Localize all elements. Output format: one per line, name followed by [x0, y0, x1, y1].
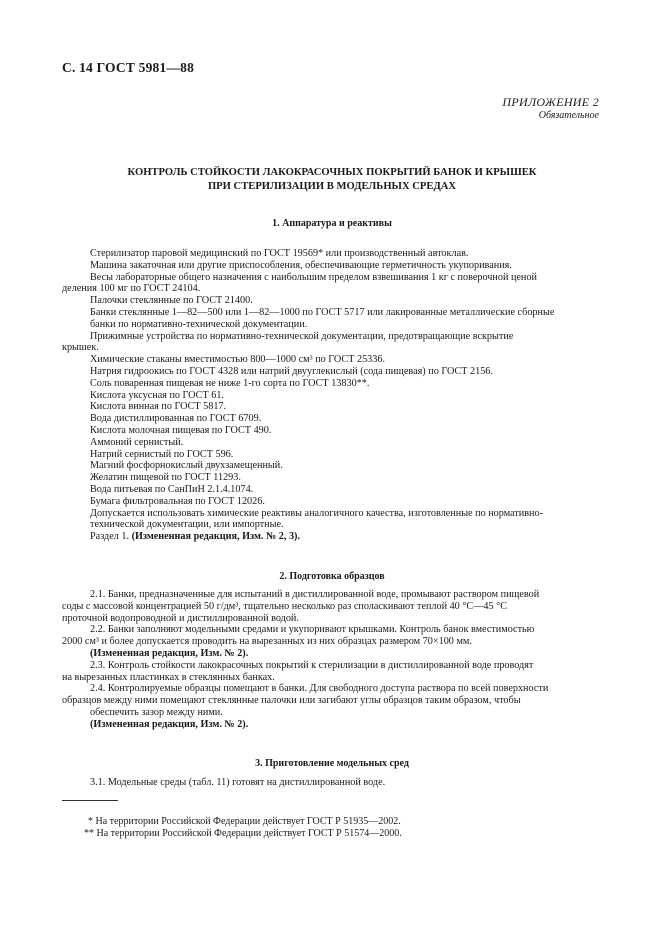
- section-1-lines: [62, 248, 602, 531]
- section-3-heading: 3. Приготовление модельных сред: [255, 758, 409, 769]
- section-1-line: Бумага фильтровальная по ГОСТ 12026.: [90, 495, 265, 507]
- section-1-line: Натрия гидроокись по ГОСТ 4328 или натрий двууглекислый (сода пищевая) по ГОСТ 2156.: [90, 365, 493, 377]
- section-1-line: Банки стеклянные 1—82—500 или 1—82—1000 по ГОСТ 5717 или лакированные металлические сборные: [90, 306, 555, 318]
- amendment-prefix: Раздел 1.: [90, 531, 130, 543]
- section-1-line: Допускается использовать химические реактивы аналогичного качества, изготовленные по нормативно-: [90, 507, 543, 519]
- section-1-amendment: [90, 531, 602, 543]
- appendix-block: [502, 96, 599, 122]
- section-1-line: Химические стаканы вместимостью 800—1000 см³ по ГОСТ 25336.: [90, 354, 385, 366]
- section-1-line: Палочки стеклянные по ГОСТ 21400.: [90, 295, 253, 307]
- title-line-1: КОНТРОЛЬ СТОЙКОСТИ ЛАКОКРАСОЧНЫХ ПОКРЫТИЙ БАНОК И КРЫШЕК: [127, 167, 537, 178]
- para-2-2-line-1: 2.2. Банки заполняют модельными средами и укупоривают крышками. Контроль банок вместимостью: [90, 624, 535, 636]
- document-title: [62, 166, 602, 194]
- para-2-3-line-1: 2.3. Контроль стойкости лакокрасочных покрытий к стерилизации в дистиллированной воде проводят: [90, 659, 534, 671]
- section-1-line: Вода дистиллированная по ГОСТ 6709.: [90, 413, 262, 425]
- section-1-line: технической документации, или импортные.: [90, 519, 284, 531]
- section-1-line: Стерилизатор паровой медицинский по ГОСТ 19569* или производственный автоклав.: [90, 248, 469, 259]
- para-2-1-line-1: 2.1. Банки, предназначенные для испытаний в дистиллированной воде, промывают раствором пищевой: [90, 589, 540, 600]
- para-2-4-line-3: обеспечить зазор между ними.: [90, 706, 223, 718]
- section-1-line: Кислота винная по ГОСТ 5817.: [90, 401, 227, 413]
- section-1-line: Аммоний сернистый.: [90, 436, 184, 448]
- footnotes: [62, 816, 402, 840]
- footnote-2: ** На территории Российской Федерации действует ГОСТ Р 51574—2000.: [84, 828, 402, 839]
- para-2-2-line-2: 2000 см³ и более допускается проводить на вырезанных из них образцах размером 70×100 мм.: [62, 636, 472, 648]
- section-1-line: крышек.: [62, 342, 99, 354]
- section-1-line: Натрий сернистый по ГОСТ 596.: [90, 448, 234, 460]
- section-1-line: деления 100 мг по ГОСТ 24104.: [62, 283, 201, 295]
- para-2-1-line-3: проточной водопроводной и дистиллированной водой.: [62, 612, 299, 624]
- title-line-2: ПРИ СТЕРИЛИЗАЦИИ В МОДЕЛЬНЫХ СРЕДАХ: [207, 181, 457, 192]
- amendment-note: (Измененная редакция, Изм. № 2, 3).: [131, 531, 300, 543]
- section-3-body: [90, 777, 602, 789]
- page-header: С. 14 ГОСТ 5981—88: [62, 60, 195, 75]
- appendix-label: ПРИЛОЖЕНИЕ 2: [502, 95, 599, 109]
- footnote-rule: [62, 800, 118, 801]
- para-2-3-line-2: на вырезанных пластинках в стеклянных банках.: [62, 671, 275, 683]
- section-1-line: банки по нормативно-технической документации.: [90, 318, 308, 330]
- para-2-4-line-1: 2.4. Контролируемые образцы помещают в банки. Для свободного доступа раствора по всей поверхности: [90, 683, 549, 695]
- section-2-heading: 2. Подготовка образцов: [279, 571, 385, 582]
- section-1-heading: 1. Аппаратура и реактивы: [272, 218, 392, 229]
- amendment-note-2-4: (Измененная редакция, Изм. № 2).: [90, 718, 249, 730]
- section-1-line: Желатин пищевой по ГОСТ 11293.: [90, 472, 241, 484]
- section-1-line: Весы лабораторные общего назначения с наибольшим пределом взвешивания 1 кг с поверочной ценой: [90, 271, 537, 283]
- amendment-note-2-2: (Измененная редакция, Изм. № 2).: [90, 647, 249, 659]
- para-2-1-line-2: соды с массовой концентрацией 50 г/дм³, тщательно несколько раз споласкивают теплой 40 °С—45 °С: [62, 600, 507, 612]
- section-1-line: Кислота уксусная по ГОСТ 61.: [90, 389, 224, 401]
- section-1-line: Машина закаточная или другие приспособления, обеспечивающие герметичность укупоривания.: [90, 259, 512, 271]
- para-2-4-line-2: образцов между ними помещают стеклянные палочки или загибают углы образцов таким образом, чтобы: [62, 695, 521, 707]
- section-1-line: Соль поваренная пищевая не ниже 1-го сорта по ГОСТ 13830**.: [90, 377, 370, 389]
- section-1-body: [62, 248, 602, 543]
- section-1-line: Магний фосфорнокислый двухзамещенный.: [90, 460, 283, 472]
- footnote-1: * На территории Российской Федерации действует ГОСТ Р 51935—2002.: [88, 816, 401, 827]
- section-1-line: Вода питьевая по СанПиН 2.1.4.1074.: [90, 483, 254, 495]
- para-3-1: 3.1. Модельные среды (табл. 11) готовят на дистиллированной воде.: [90, 777, 386, 788]
- section-1-line: Прижимные устройства по нормативно-технической документации, предотвращающие вскрытие: [90, 330, 514, 342]
- section-1-line: Кислота молочная пищевая по ГОСТ 490.: [90, 424, 272, 436]
- section-2-body: [62, 589, 602, 731]
- appendix-status: Обязательное: [538, 110, 599, 121]
